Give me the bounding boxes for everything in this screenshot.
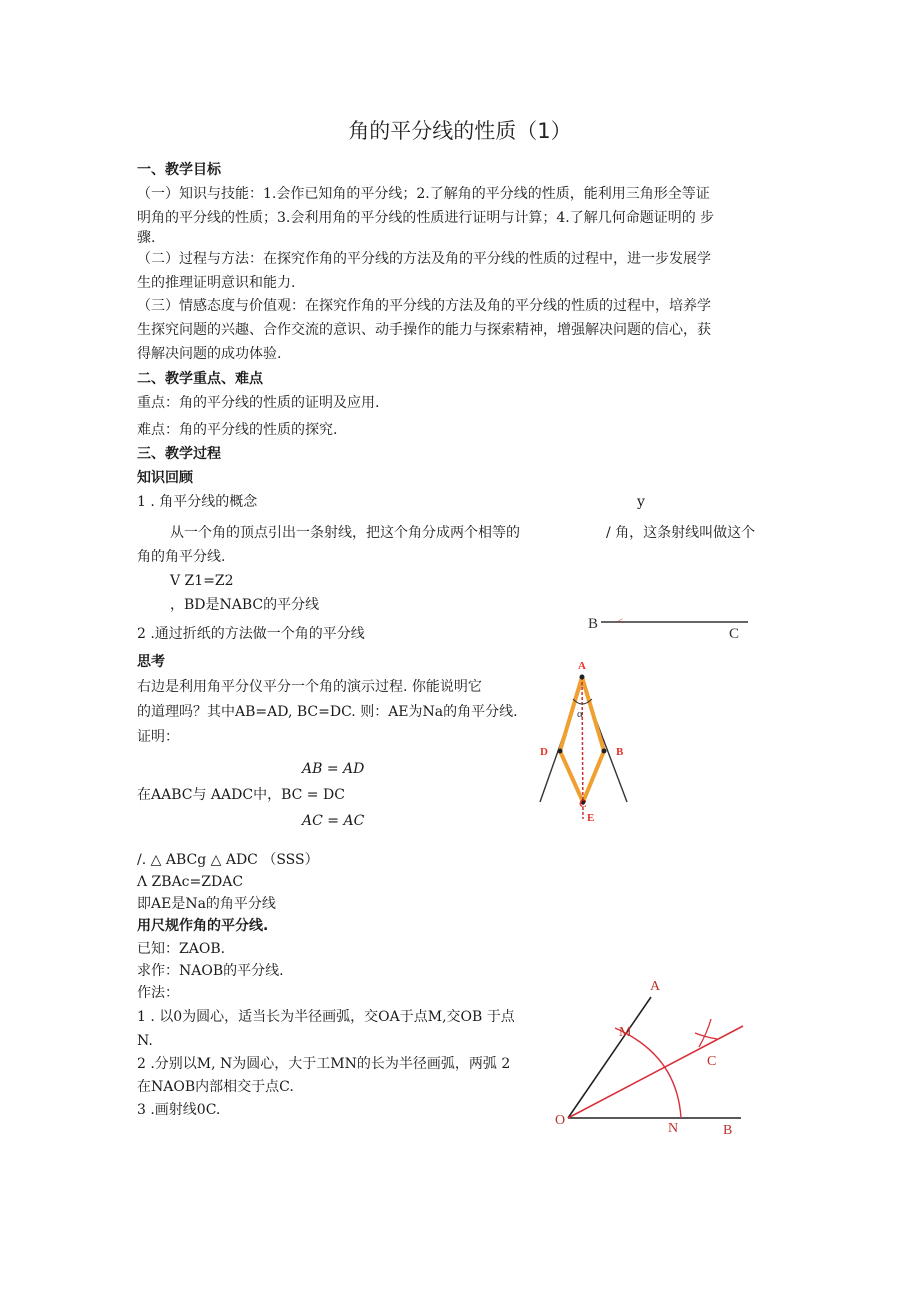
objective-3-line-1: （三）情感态度与价值观：在探究作角的平分线的方法及角的平分线的性质的过程中，培养学 bbox=[137, 298, 711, 314]
proof-label: 证明： bbox=[137, 729, 179, 745]
point-b bbox=[602, 749, 607, 754]
difficulty-text: 难点：角的平分线的性质的探究. bbox=[137, 422, 338, 438]
label-n: N bbox=[668, 1121, 679, 1136]
point-b-label: B bbox=[588, 616, 599, 632]
compass-construction-figure bbox=[555, 975, 755, 1140]
objective-1-line-3: 骤. bbox=[137, 230, 156, 246]
focus-text: 重点：角的平分线的性质的证明及应用. bbox=[137, 395, 380, 411]
label-a: A bbox=[578, 660, 586, 672]
equation-2: ，BD是NABC的平分线 bbox=[170, 597, 320, 613]
conclusion-3: 即AE是Na的角平分线 bbox=[137, 896, 276, 912]
objectives-heading: 一、教学目标 bbox=[137, 162, 221, 178]
equation-1: V Z1=Z2 bbox=[170, 573, 234, 589]
definition-line-1a: 从一个角的顶点引出一条射线，把这个角分成两个相等的 bbox=[170, 525, 520, 541]
item-2: 2 .通过折纸的方法做一个角的平分线 bbox=[137, 626, 365, 642]
page-title: 角的平分线的性质（1） bbox=[348, 119, 572, 143]
review-heading: 知识回顾 bbox=[137, 470, 193, 486]
label-a: A bbox=[650, 979, 661, 994]
label-c: C bbox=[707, 1054, 717, 1069]
angle-mark: < bbox=[618, 616, 624, 626]
objective-1-line-1: （一）知识与技能：1.会作已知角的平分线；2.了解角的平分线的性质，能利用三角形全等证 bbox=[137, 186, 710, 202]
item-1: 1 . 角平分线的概念 bbox=[137, 494, 258, 510]
step-2-line-1: 2 .分别以M, N为圆心，大于工MN的长为半径画弧，两弧 2 bbox=[137, 1056, 511, 1072]
objective-3-line-3: 得解决问题的成功体验. bbox=[137, 346, 282, 362]
objective-3-line-2: 生探究问题的兴趣、合作交流的意识、动手操作的能力与探索精神，增强解决问题的信心，获 bbox=[137, 322, 711, 338]
point-d bbox=[558, 749, 563, 754]
proof-ab: AB = AD bbox=[302, 761, 365, 777]
y-label: y bbox=[637, 494, 645, 510]
point-c-label: C bbox=[729, 626, 740, 642]
label-c: C bbox=[579, 798, 587, 810]
ruler-heading: 用尺规作角的平分线. bbox=[137, 918, 269, 934]
step-2-line-2: 在NAOB内部相交于点C. bbox=[137, 1079, 294, 1095]
definition-line-1b: / 角，这条射线叫做这个 bbox=[606, 525, 756, 541]
label-d: D bbox=[540, 746, 548, 758]
arc-mn bbox=[615, 1028, 681, 1118]
objective-1-line-2: 明角的平分线的性质；3.会利用角的平分线的性质进行证明与计算；4.了解几何命题证明的 步 bbox=[137, 210, 715, 226]
conclusion-1: /. △ ABCg △ ADC （SSS） bbox=[137, 852, 319, 868]
find-text: 求作：NAOB的平分线. bbox=[137, 963, 284, 979]
ray-oa bbox=[568, 997, 651, 1118]
given-text: 已知：ZAOB. bbox=[137, 941, 226, 957]
alpha-label: α bbox=[577, 708, 583, 720]
label-b: B bbox=[616, 746, 624, 758]
label-e: E bbox=[587, 812, 595, 824]
objective-2-line-2: 生的推理证明意识和能力. bbox=[137, 275, 296, 291]
bisector-instrument-figure bbox=[530, 655, 640, 825]
angle-bisector-figure bbox=[585, 610, 760, 645]
key-points-heading: 二、教学重点、难点 bbox=[137, 371, 263, 387]
proof-middle: 在AABC与 AADC中，BC = DC bbox=[137, 787, 345, 803]
label-o: O bbox=[555, 1113, 566, 1128]
arc-from-m bbox=[699, 1019, 711, 1047]
label-b: B bbox=[723, 1123, 733, 1138]
point-a bbox=[580, 675, 585, 680]
bisector-ray-oc bbox=[568, 1026, 743, 1118]
label-m: M bbox=[619, 1025, 632, 1040]
method-label: 作法： bbox=[137, 985, 179, 1001]
think-line-2: 的道理吗？其中AB=AD, BC=DC. 则：AE为Na的角平分线. bbox=[137, 704, 518, 720]
step-3: 3 .画射线0C. bbox=[137, 1102, 221, 1118]
objective-2-line-1: （二）过程与方法：在探究作角的平分线的方法及角的平分线的性质的过程中，进一步发展学 bbox=[137, 251, 711, 267]
think-line-1: 右边是利用角平分仪平分一个角的演示过程. 你能说明它 bbox=[137, 679, 482, 695]
proof-ac: AC = AC bbox=[302, 813, 365, 829]
think-heading: 思考 bbox=[137, 654, 165, 670]
process-heading: 三、教学过程 bbox=[137, 446, 221, 462]
step-1-line-1: 1 . 以0为圆心，适当长为半径画弧，交OA于点M,交OB 于点 bbox=[137, 1009, 515, 1025]
step-1-line-2: N. bbox=[137, 1033, 153, 1049]
definition-line-2: 角的角平分线. bbox=[137, 549, 226, 565]
conclusion-2: Λ ZBAc=ZDAC bbox=[137, 874, 244, 890]
